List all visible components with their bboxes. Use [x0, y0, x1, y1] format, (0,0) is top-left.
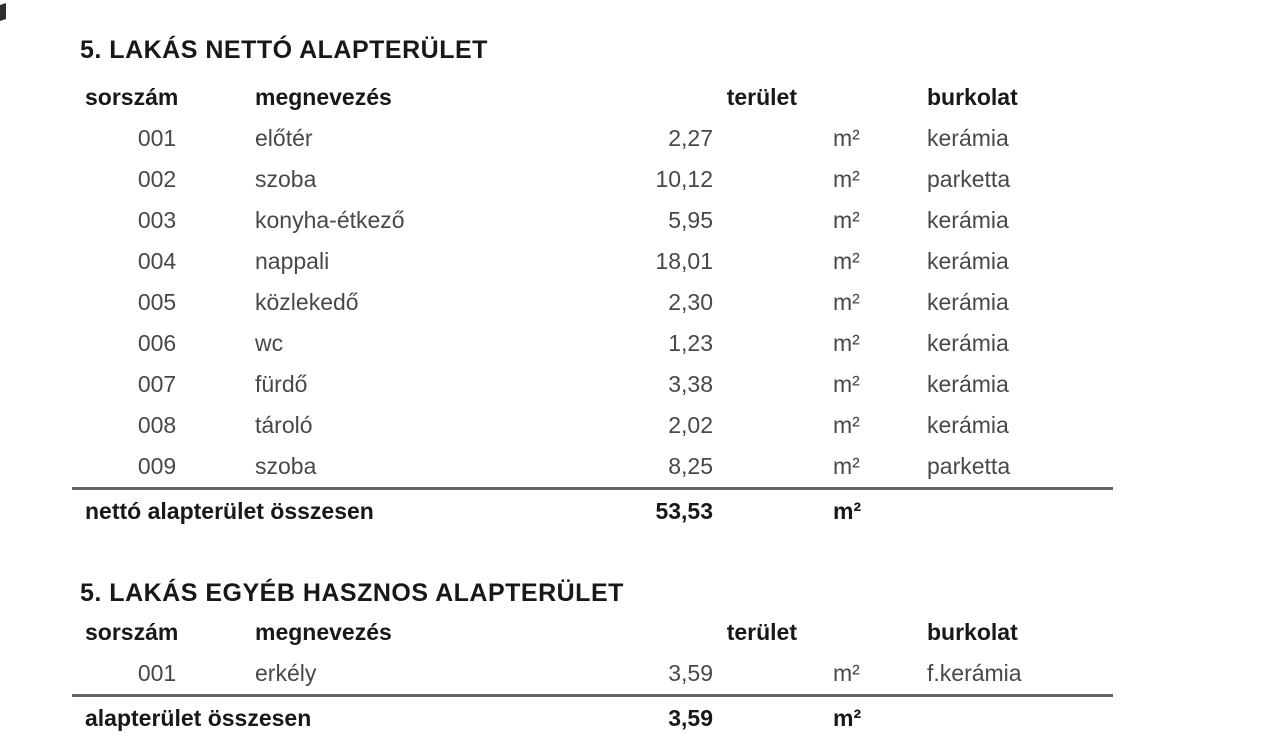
finish-cell: kerámia — [927, 248, 1009, 274]
row-number-cell: 002 — [137, 166, 177, 192]
table-header-row — [72, 76, 1113, 118]
other-area-table — [72, 611, 1113, 739]
area-value-cell: 8,25 — [668, 453, 713, 479]
row-number-cell: 001 — [137, 125, 177, 151]
unit-cell: m² — [833, 248, 860, 274]
header-burkolat: burkolat — [927, 618, 1018, 645]
room-name-cell: előtér — [255, 125, 313, 151]
room-name-cell: fürdő — [255, 371, 308, 397]
area-schedule-document — [72, 36, 1113, 739]
area-value-cell: 3,38 — [668, 371, 713, 397]
room-name-cell: konyha-étkező — [255, 207, 405, 233]
header-sorszam: sorszám — [85, 83, 179, 110]
finish-cell: parketta — [927, 453, 1011, 479]
unit-cell: m² — [833, 371, 860, 397]
header-burkolat: burkolat — [927, 83, 1018, 110]
room-name-cell: szoba — [255, 166, 317, 192]
room-name-cell: nappali — [255, 248, 330, 274]
room-name-cell: szoba — [255, 453, 317, 479]
net-area-table — [72, 76, 1113, 532]
table-row — [72, 241, 1113, 282]
total-unit: m² — [833, 704, 862, 731]
row-number-cell: 003 — [137, 207, 177, 233]
finish-cell: kerámia — [927, 412, 1009, 438]
room-name-cell: közlekedő — [255, 289, 359, 315]
unit-cell: m² — [833, 166, 860, 192]
section-title: 5. LAKÁS NETTÓ ALAPTERÜLET — [80, 36, 488, 64]
row-number-cell: 008 — [137, 412, 177, 438]
table-row — [72, 653, 1113, 694]
finish-cell: kerámia — [927, 207, 1009, 233]
total-label: nettó alapterület összesen — [85, 497, 374, 524]
header-terulet: terület — [726, 618, 797, 645]
table-row — [72, 159, 1113, 200]
area-value-cell: 3,59 — [668, 660, 713, 686]
table-row — [72, 323, 1113, 364]
unit-cell: m² — [833, 207, 860, 233]
row-number-cell: 005 — [137, 289, 177, 315]
finish-cell: kerámia — [927, 125, 1009, 151]
row-number-cell: 009 — [137, 453, 177, 479]
header-megnevezes: megnevezés — [255, 83, 392, 110]
unit-cell: m² — [833, 453, 860, 479]
unit-cell: m² — [833, 412, 860, 438]
area-value-cell: 2,02 — [668, 412, 713, 438]
room-name-cell: erkély — [255, 660, 317, 686]
table-row — [72, 118, 1113, 159]
room-name-cell: wc — [255, 330, 284, 356]
area-value-cell: 5,95 — [668, 207, 713, 233]
row-number-cell: 001 — [137, 660, 177, 686]
unit-cell: m² — [833, 125, 860, 151]
other-total-row — [72, 694, 1113, 739]
row-number-cell: 007 — [137, 371, 177, 397]
table-row — [72, 200, 1113, 241]
finish-cell: kerámia — [927, 371, 1009, 397]
row-number-cell: 006 — [137, 330, 177, 356]
finish-cell: f.kerámia — [927, 660, 1022, 686]
finish-cell: kerámia — [927, 289, 1009, 315]
table-header-row — [72, 611, 1113, 653]
total-area-value: 3,59 — [668, 704, 713, 731]
header-sorszam: sorszám — [85, 618, 179, 645]
finish-cell: kerámia — [927, 330, 1009, 356]
area-value-cell: 18,01 — [655, 248, 713, 274]
total-area-value: 53,53 — [655, 497, 713, 524]
table-row — [72, 405, 1113, 446]
table-row — [72, 446, 1113, 487]
area-value-cell: 2,30 — [668, 289, 713, 315]
area-value-cell: 2,27 — [668, 125, 713, 151]
header-megnevezes: megnevezés — [255, 618, 392, 645]
net-total-row — [72, 487, 1113, 532]
table-row — [72, 364, 1113, 405]
unit-cell: m² — [833, 330, 860, 356]
area-value-cell: 1,23 — [668, 330, 713, 356]
row-number-cell: 004 — [137, 248, 177, 274]
unit-cell: m² — [833, 660, 860, 686]
section-other-useful-area — [72, 579, 1113, 739]
area-value-cell: 10,12 — [655, 166, 713, 192]
section-title: 5. LAKÁS EGYÉB HASZNOS ALAPTERÜLET — [80, 579, 624, 607]
header-terulet: terület — [726, 83, 797, 110]
table-row — [72, 282, 1113, 323]
total-unit: m² — [833, 497, 862, 524]
scan-artifact — [0, 3, 6, 21]
section-net-floor-area — [72, 36, 1113, 532]
room-name-cell: tároló — [255, 412, 313, 438]
total-label: alapterület összesen — [85, 704, 312, 731]
unit-cell: m² — [833, 289, 860, 315]
finish-cell: parketta — [927, 166, 1011, 192]
